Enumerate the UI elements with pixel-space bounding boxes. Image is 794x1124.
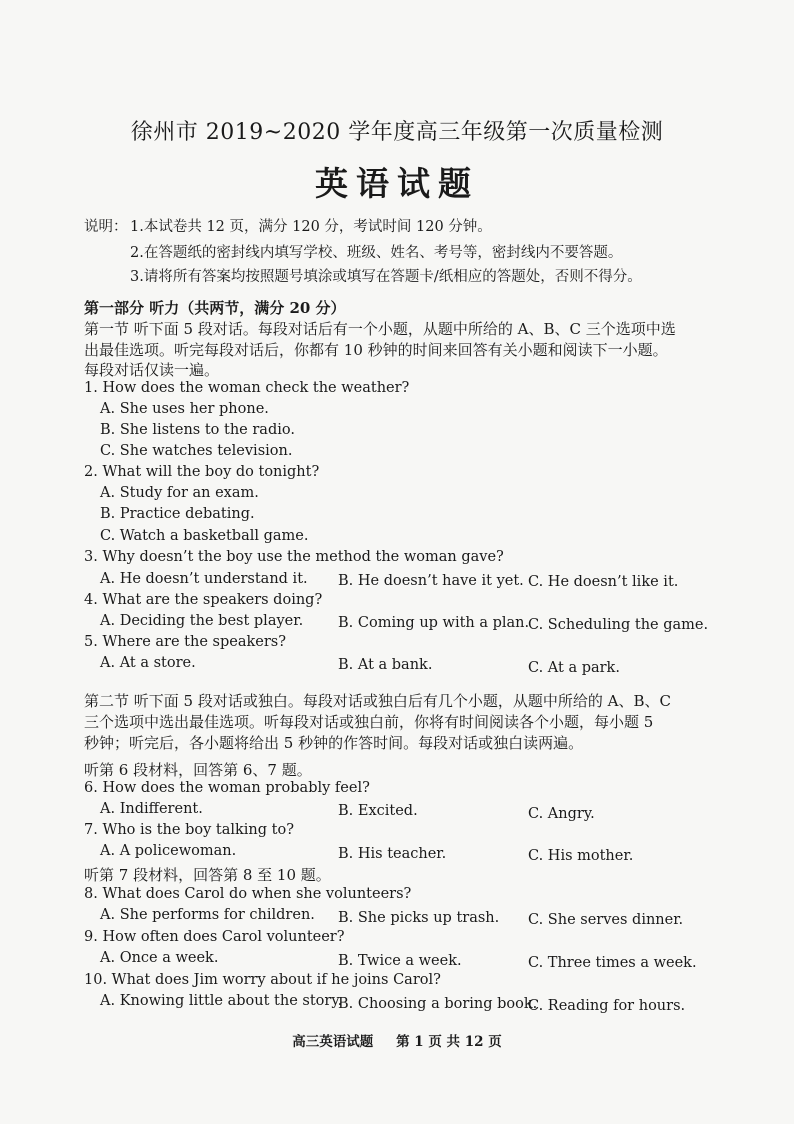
q2-option-b: B. Practice debating. [100,506,255,522]
question-6: 6. How does the woman probably feel? [84,780,370,796]
q2-option-c: C. Watch a basketball game. [100,528,309,544]
question-1: 1. How does the woman check the weather? [84,380,410,396]
q10-option-b: B. Choosing a boring book. [338,996,538,1012]
question-5: 5. Where are the speakers? [84,634,286,650]
q9-option-b: B. Twice a week. [338,953,462,969]
q4-option-c: C. Scheduling the game. [528,617,709,633]
q7-option-b: B. His teacher. [338,846,447,862]
q5-option-b: B. At a bank. [338,657,433,673]
q10-option-a: A. Knowing little about the story. [100,993,343,1009]
instructions-label: 说明： [84,219,128,235]
q9-option-c: C. Three times a week. [528,955,697,971]
q1-option-a: A. She uses her phone. [100,401,269,417]
q6-option-b: B. Excited. [338,803,418,819]
q7-option-c: C. His mother. [528,848,634,864]
section2-line-1: 第二节 听下面 5 段对话或独白。每段对话或独白后有几个小题，从题中所给的 A、B、C [84,692,671,710]
section2-line-3: 秒钟；听完后，各小题将给出 5 秒钟的作答时间。每段对话或独白读两遍。 [84,734,584,752]
q1-option-b: B. She listens to the radio. [100,422,295,438]
q3-option-b: B. He doesn’t have it yet. [338,573,524,589]
q4-option-b: B. Coming up with a plan. [338,615,530,631]
material-6-heading: 听第 6 段材料，回答第 6、7 题。 [84,761,312,779]
q1-option-c: C. She watches television. [100,443,293,459]
q3-option-a: A. He doesn’t understand it. [100,571,308,587]
q8-option-c: C. She serves dinner. [528,912,684,928]
part1-heading: 第一部分 听力（共两节，满分 20 分） [84,299,346,317]
q4-option-a: A. Deciding the best player. [100,613,304,629]
section1-line-1: 第一节 听下面 5 段对话。每段对话后有一个小题，从题中所给的 A、B、C 三个选项中选 [84,320,676,338]
exam-subject-title: 英语试题 [315,164,479,203]
footer-page-info: 第 1 页 共 12 页 [396,1034,502,1050]
q6-option-c: C. Angry. [528,806,595,822]
question-9: 9. How often does Carol volunteer? [84,929,345,945]
question-4: 4. What are the speakers doing? [84,592,323,608]
footer-subject: 高三英语试题 [292,1034,374,1050]
page-footer [0,1030,794,1050]
q8-option-a: A. She performs for children. [100,907,315,923]
section1-line-2: 出最佳选项。听完每段对话后，你都有 10 秒钟的时间来回答有关小题和阅读下一小题。 [84,341,668,359]
question-2: 2. What will the boy do tonight? [84,464,320,480]
question-10: 10. What does Jim worry about if he joins Carol? [84,972,441,988]
exam-title: 徐州市 2019~2020 学年度高三年级第一次质量检测 [130,120,664,145]
material-7-heading: 听第 7 段材料，回答第 8 至 10 题。 [84,866,331,884]
q5-option-a: A. At a store. [100,655,196,671]
section1-line-3: 每段对话仅读一遍。 [84,361,220,379]
instruction-item-2: 2.在答题纸的密封线内填写学校、班级、姓名、考号等，密封线内不要答题。 [130,245,623,261]
question-8: 8. What does Carol do when she volunteers? [84,886,412,902]
question-7: 7. Who is the boy talking to? [84,822,294,838]
q8-option-b: B. She picks up trash. [338,910,500,926]
question-3: 3. Why doesn’t the boy use the method the woman gave? [84,549,504,565]
q10-option-c: C. Reading for hours. [528,998,686,1014]
instruction-item-1: 1.本试卷共 12 页，满分 120 分，考试时间 120 分钟。 [130,219,492,235]
q3-option-c: C. He doesn’t like it. [528,574,679,590]
section2-line-2: 三个选项中选出最佳选项。听每段对话或独白前，你将有时间阅读各个小题，每小题 5 [84,713,654,731]
q5-option-c: C. At a park. [528,660,620,676]
q6-option-a: A. Indifferent. [100,801,203,817]
q7-option-a: A. A policewoman. [100,843,237,859]
q9-option-a: A. Once a week. [100,950,219,966]
q2-option-a: A. Study for an exam. [100,485,259,501]
instruction-item-3: 3.请将所有答案均按照题号填涂或填写在答题卡/纸相应的答题处，否则不得分。 [130,269,642,285]
